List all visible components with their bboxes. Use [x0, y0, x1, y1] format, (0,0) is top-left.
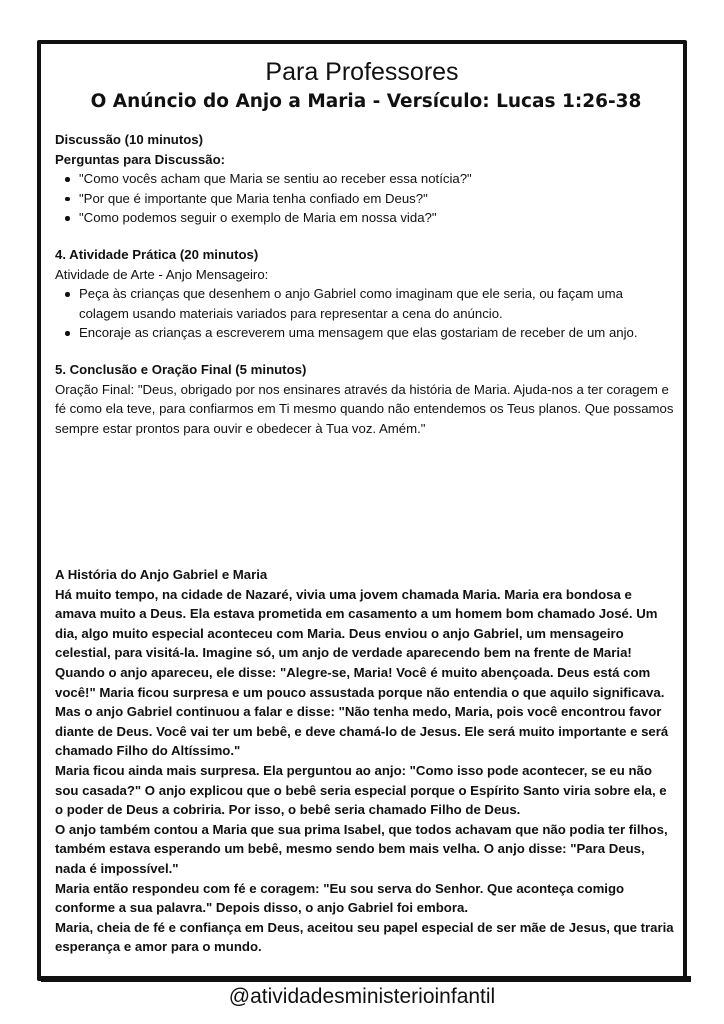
footer-handle: @atividadesministerioinfantil — [228, 985, 496, 1008]
list-item: Encoraje as crianças a escreverem uma mensagem que elas gostariam de receber de um anjo. — [55, 323, 675, 343]
conclusion-prayer: Oração Final: "Deus, obrigado por nos ensinares através da história de Maria. Ajuda-nos a ter coragem e fé como ela teve, para confiarmos em Ti mesmo quando não entendemos os Teus planos. Que possamos sempre estar prontos para ouvir e obedecer à Tua voz. Amém." — [55, 381, 674, 436]
story-section — [55, 565, 675, 957]
discussion-heading: Discussão (10 minutos) — [55, 132, 204, 147]
discussion-section — [55, 130, 675, 228]
story-paragraph: Há muito tempo, na cidade de Nazaré, vivia uma jovem chamada Maria. Maria era bondosa e amava muito a Deus. Ela estava prometida em casamento a um homem bom chamado José. Um dia, algo muito especial aconteceu com Maria. Deus enviou o anjo Gabriel, um mensageiro celestial, para visitá-la. Imagine só, um anjo de verdade aparecendo bem na frente de Maria! Quando o anjo apareceu, ele disse: "Alegre-se, Maria! Você é muito abençoada. Deus está com você!" Maria ficou surpresa e um pouco assustada porque não entendia o que aquilo significava. Mas o anjo Gabriel continuou a falar e disse: "Não tenha medo, Maria, pois você encontrou favor diante de Deus. Você vai ter um bebê, e deve chamá-lo de Jesus. Ele será muito importante e será chamado Filho do Altíssimo." — [55, 586, 669, 759]
page-subtitle: O Anúncio do Anjo a Maria - Versículo: Lucas 1:26-38 — [90, 91, 642, 112]
list-item: Peça às crianças que desenhem o anjo Gabriel como imaginam que ele seria, ou façam uma colagem usando materiais variados para representar a cena do anúncio. — [55, 284, 675, 323]
discussion-subheading: Perguntas para Discussão: — [55, 151, 226, 167]
list-item: "Como vocês acham que Maria se sentiu ao receber essa notícia?" — [55, 169, 675, 189]
discussion-question-list — [55, 169, 675, 228]
story-paragraph: Maria, cheia de fé e confiança em Deus, aceitou seu papel especial de ser mãe de Jesus, que traria esperança e amor para o mundo. — [55, 919, 674, 955]
story-paragraph: Maria ficou ainda mais surpresa. Ela perguntou ao anjo: "Como isso pode acontecer, se eu não sou casada?" O anjo explicou que o bebê seria especial porque o Espírito Santo viria sobre ela, e o poder de Deus a cobriria. Por isso, o bebê seria chamado Filho de Deus. — [55, 762, 667, 818]
activity-section — [55, 245, 675, 343]
story-paragraph: Maria então respondeu com fé e coragem: "Eu sou serva do Senhor. Que aconteça comigo conforme a sua palavra." Depois disso, o anjo Gabriel foi embora. — [55, 880, 625, 916]
page-title: Para Professores — [265, 58, 459, 86]
page-border-shadow — [41, 976, 691, 982]
story-heading: A História do Anjo Gabriel e Maria — [55, 567, 268, 582]
list-item: "Por que é importante que Maria tenha confiado em Deus?" — [55, 189, 675, 209]
activity-subheading: Atividade de Arte - Anjo Mensageiro: — [55, 266, 269, 282]
story-paragraph: O anjo também contou a Maria que sua prima Isabel, que todos achavam que não podia ter filhos, também estava esperando um bebê, mesmo sendo bem mais velha. O anjo disse: "Para Deus, nada é impossível." — [55, 821, 668, 876]
activity-heading: 4. Atividade Prática (20 minutos) — [55, 247, 259, 262]
conclusion-section — [55, 360, 675, 438]
activity-list — [55, 284, 675, 343]
conclusion-heading: 5. Conclusão e Oração Final (5 minutos) — [55, 362, 307, 377]
list-item: "Como podemos seguir o exemplo de Maria em nossa vida?" — [55, 208, 675, 228]
